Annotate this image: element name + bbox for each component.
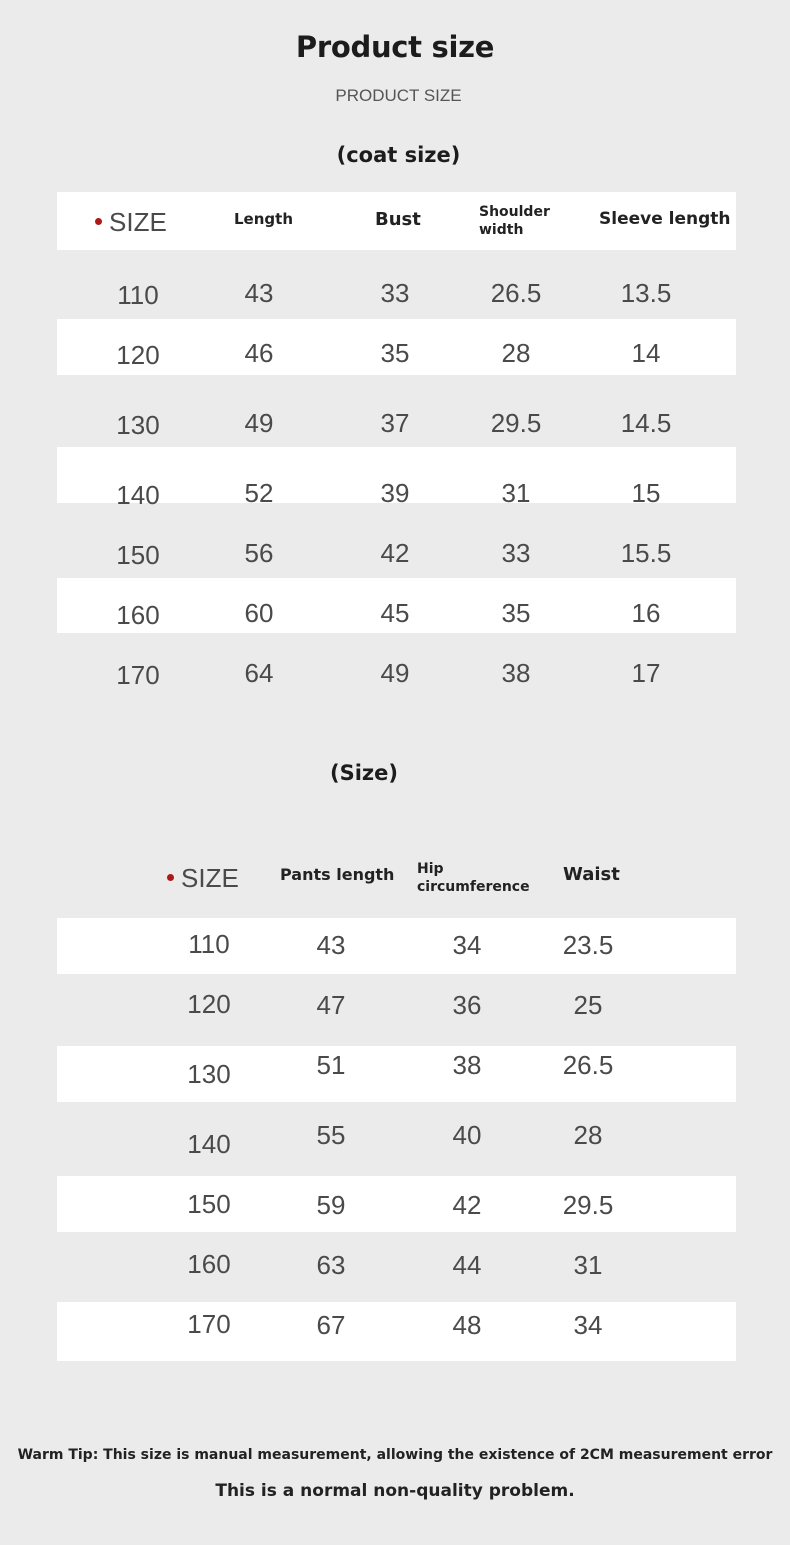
pants-cell: 170: [187, 1309, 231, 1339]
coat-cell: 13.5: [620, 278, 672, 308]
coat-cell: 170: [116, 660, 160, 690]
pants-cell: 29.5: [562, 1190, 614, 1220]
coat-header-bust: Bust: [375, 209, 421, 230]
coat-header-sleeve-length: Sleeve length: [599, 209, 731, 229]
coat-cell: 52: [244, 478, 274, 508]
pants-cell: 47: [316, 990, 346, 1020]
coat-cell: 56: [244, 538, 274, 568]
pants-row-band: [57, 918, 736, 974]
pants-cell: 34: [573, 1310, 603, 1340]
warm-tip: Warm Tip: This size is manual measurement, allowing the existence of 2CM measurement error: [17, 1447, 773, 1463]
pants-cell: 48: [452, 1310, 482, 1340]
pants-cell: 110: [188, 929, 230, 959]
pants-cell: 44: [452, 1250, 482, 1280]
coat-cell: 42: [380, 538, 410, 568]
coat-cell: 60: [244, 598, 274, 628]
coat-cell: 28: [501, 338, 531, 368]
pants-cell: 31: [573, 1250, 603, 1280]
coat-cell: 17: [631, 658, 661, 688]
coat-cell: 45: [380, 598, 410, 628]
pants-cell: 38: [452, 1050, 482, 1080]
pants-cell: 26.5: [562, 1050, 614, 1080]
coat-cell: 38: [501, 658, 531, 688]
pants-cell: 140: [187, 1129, 231, 1159]
pants-cell: 51: [316, 1050, 346, 1080]
coat-cell: 35: [380, 338, 410, 368]
pants-header-hip-circumference: Hip circumference: [417, 861, 530, 895]
coat-cell: 49: [380, 658, 410, 688]
bullet-icon: [95, 218, 102, 225]
bullet-icon: [167, 874, 174, 881]
coat-cell: 37: [380, 408, 410, 438]
coat-header-size: SIZE: [95, 207, 167, 238]
coat-cell: 43: [244, 278, 274, 308]
pants-cell: 34: [452, 930, 482, 960]
pants-cell: 130: [187, 1059, 231, 1089]
pants-cell: 63: [316, 1250, 346, 1280]
pants-cell: 150: [187, 1189, 231, 1219]
coat-cell: 46: [244, 338, 274, 368]
coat-cell: 110: [117, 280, 159, 310]
coat-cell: 120: [116, 340, 160, 370]
pants-cell: 23.5: [562, 930, 614, 960]
coat-cell: 33: [501, 538, 531, 568]
coat-cell: 140: [116, 480, 160, 510]
coat-cell: 150: [116, 540, 160, 570]
coat-header-length: Length: [234, 210, 293, 228]
coat-cell: 31: [501, 478, 531, 508]
coat-cell: 130: [116, 410, 160, 440]
pants-cell: 59: [316, 1190, 346, 1220]
pants-header-pants-length: Pants length: [280, 865, 395, 884]
coat-section-title: (coat size): [336, 143, 461, 167]
pants-section-title: (Size): [330, 761, 398, 785]
coat-cell: 14.5: [620, 408, 672, 438]
quality-note: This is a normal non-quality problem.: [215, 1481, 575, 1501]
pants-header-waist: Waist: [563, 864, 620, 885]
pants-cell: 55: [316, 1120, 346, 1150]
coat-cell: 49: [244, 408, 274, 438]
coat-cell: 26.5: [490, 278, 542, 308]
coat-cell: 64: [244, 658, 274, 688]
pants-row-band: [57, 1176, 736, 1232]
coat-cell: 29.5: [490, 408, 542, 438]
page-subtitle: PRODUCT SIZE: [335, 86, 462, 105]
pants-cell: 25: [573, 990, 603, 1020]
coat-header-shoulder-width: Shoulder width: [479, 204, 550, 238]
coat-cell: 16: [631, 598, 661, 628]
pants-cell: 28: [573, 1120, 603, 1150]
page-title: Product size: [295, 30, 495, 64]
coat-cell: 35: [501, 598, 531, 628]
coat-cell: 14: [631, 338, 661, 368]
pants-cell: 120: [187, 989, 231, 1019]
pants-cell: 40: [452, 1120, 482, 1150]
coat-cell: 39: [380, 478, 410, 508]
pants-cell: 160: [187, 1249, 231, 1279]
coat-cell: 160: [116, 600, 160, 630]
pants-row-band: [57, 1302, 736, 1361]
pants-cell: 67: [316, 1310, 346, 1340]
pants-cell: 36: [452, 990, 482, 1020]
pants-header-size: SIZE: [167, 863, 239, 894]
coat-cell: 15: [631, 478, 661, 508]
pants-cell: 42: [452, 1190, 482, 1220]
coat-cell: 15.5: [620, 538, 672, 568]
pants-cell: 43: [316, 930, 346, 960]
coat-cell: 33: [380, 278, 410, 308]
pants-row-band: [57, 1046, 736, 1102]
